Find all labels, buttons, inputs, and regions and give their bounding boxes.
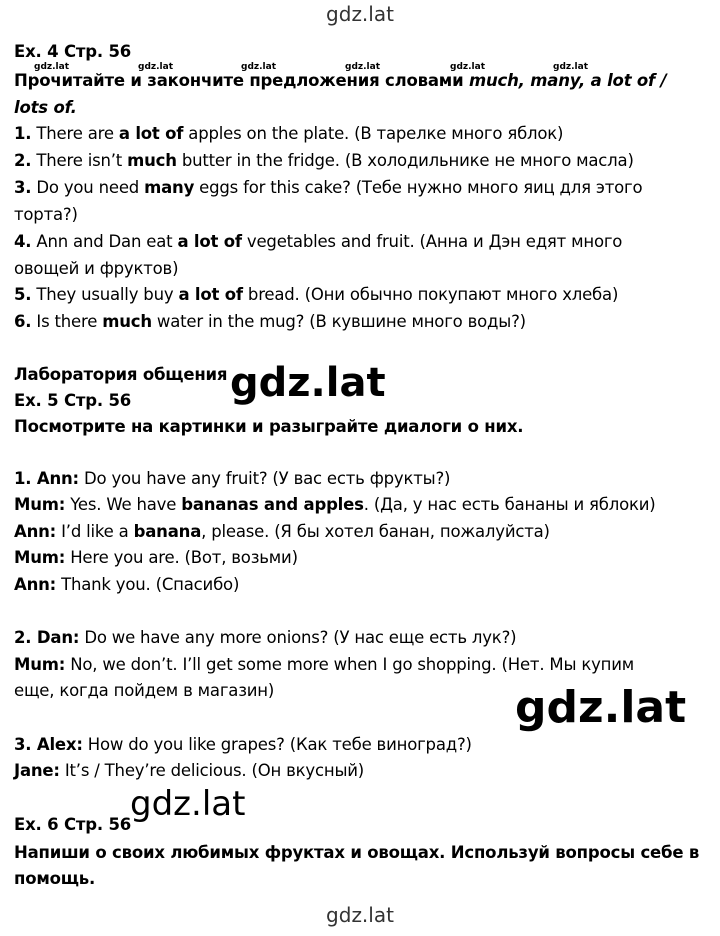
dialog-line: Mum: No, we don’t. I’ll get some more when I go shopping. (Нет. Мы купим: [14, 655, 635, 674]
ex4-instruction: Прочитайте и закончите предложения словами much, many, a lot of /: [14, 71, 667, 90]
dialog-line: Mum: Here you are. (Вот, возьми): [14, 548, 298, 567]
watermark-large: gdz.lat: [515, 682, 687, 733]
watermark-small: gdz.lat: [241, 62, 277, 72]
dialog-line: Ann: I’d like a banana, please. (Я бы хотел банан, пожалуйста): [14, 522, 550, 541]
watermark-large: gdz.lat: [130, 784, 246, 824]
ex4-item: 4. Ann and Dan eat a lot of vegetables and fruit. (Анна и Дэн едят много: [14, 232, 623, 251]
watermark-top: gdz.lat: [326, 2, 394, 26]
ex4-item: 5. They usually buy a lot of bread. (Они обычно покупают много хлеба): [14, 285, 619, 304]
dialog-line: 2. Dan: Do we have any more onions? (У нас еще есть лук?): [14, 628, 517, 647]
ex5-header: Ex. 5 Стр. 56: [14, 391, 132, 410]
ex4-item-cont: торта?): [14, 205, 78, 224]
ex5-instruction: Посмотрите на картинки и разыграйте диалоги о них.: [14, 417, 524, 436]
watermark-small: gdz.lat: [138, 62, 174, 72]
watermark-small: gdz.lat: [34, 62, 70, 72]
dialog-line: 3. Alex: How do you like grapes? (Как тебе виноград?): [14, 735, 472, 754]
ex4-item: 6. Is there much water in the mug? (В кувшине много воды?): [14, 312, 526, 331]
ex4-item-cont: овощей и фруктов): [14, 259, 179, 278]
watermark-bottom: gdz.lat: [326, 903, 394, 927]
dialog-line: Jane: It’s / They’re delicious. (Он вкусный): [14, 761, 365, 780]
ex4-item: 3. Do you need many eggs for this cake? (Тебе нужно много яиц для этого: [14, 178, 643, 197]
dialog-line: Ann: Thank you. (Спасибо): [14, 575, 240, 594]
dialog-line-cont: еще, когда пойдем в магазин): [14, 681, 275, 700]
watermark-small: gdz.lat: [345, 62, 381, 72]
dialog-line: Mum: Yes. We have bananas and apples. (Да, у нас есть бананы и яблоки): [14, 495, 656, 514]
ex4-instruction-cont: lots of.: [14, 98, 77, 117]
ex6-instruction: Напиши о своих любимых фруктах и овощах. Используй вопросы себе в: [14, 843, 700, 862]
watermark-small: gdz.lat: [450, 62, 486, 72]
section-title: Лаборатория общения: [14, 365, 228, 384]
dialog-line: 1. Ann: Do you have any fruit? (У вас есть фрукты?): [14, 469, 451, 488]
watermark-large: gdz.lat: [230, 360, 386, 406]
ex6-header: Ex. 6 Стр. 56: [14, 815, 132, 834]
ex4-header: Ex. 4 Стр. 56: [14, 42, 132, 61]
ex4-item: 1. There are a lot of apples on the plate. (В тарелке много яблок): [14, 124, 564, 143]
watermark-small: gdz.lat: [553, 62, 589, 72]
ex4-item: 2. There isn’t much butter in the fridge. (В холодильнике не много масла): [14, 151, 634, 170]
ex6-instruction-cont: помощь.: [14, 869, 96, 888]
